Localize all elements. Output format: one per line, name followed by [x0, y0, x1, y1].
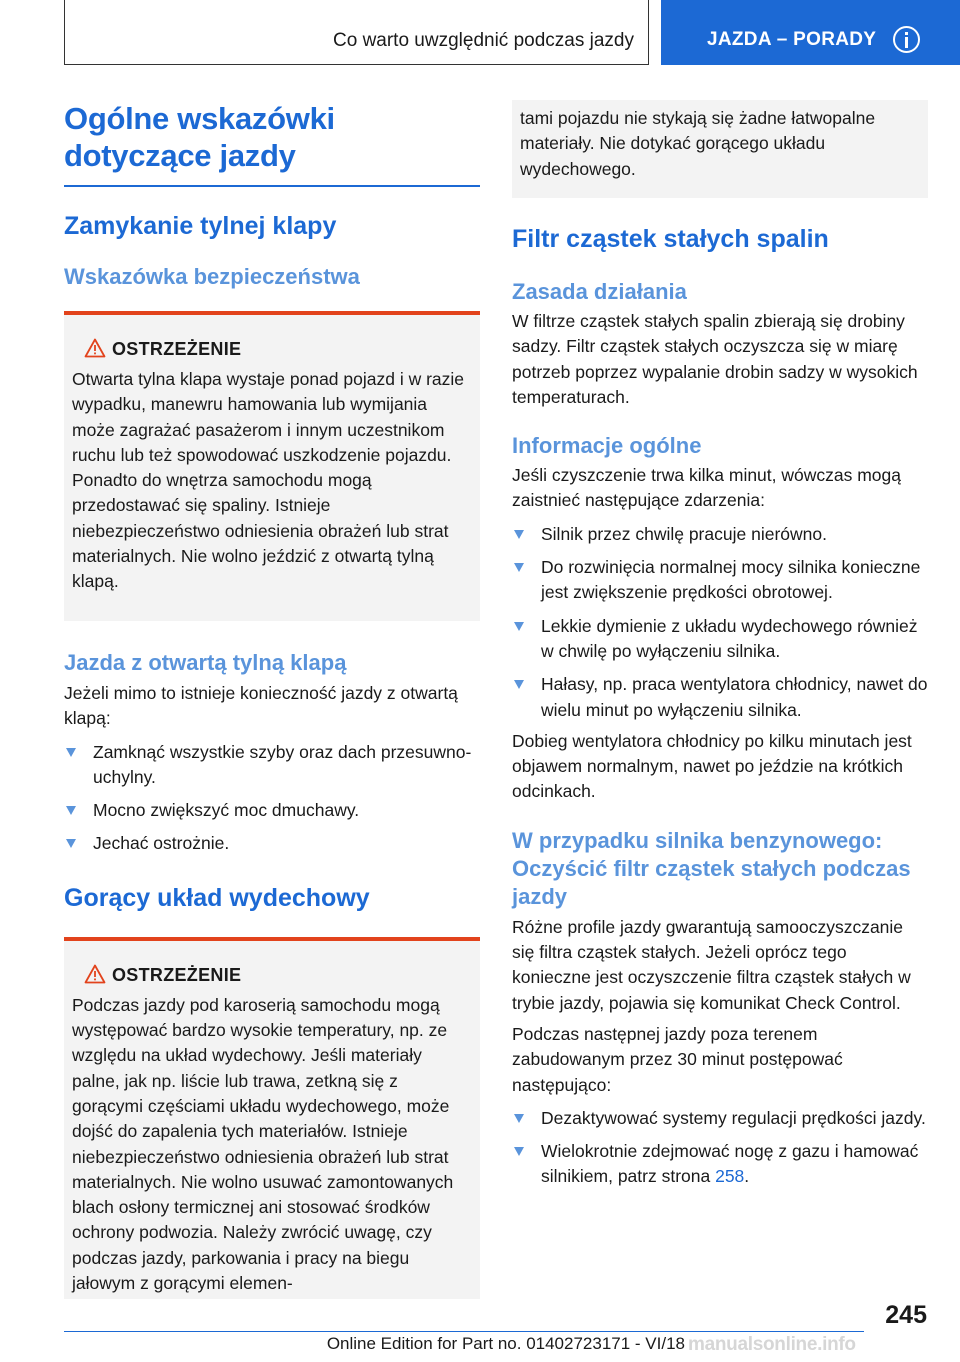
header-chapter-tab[interactable]: [661, 0, 960, 65]
warning-title: [72, 963, 472, 987]
list-item-text: Mocno zwiększyć moc dmuchawy.: [93, 800, 360, 821]
petrol-paragraph-1: Różne profile jazdy gwarantują samooczyszczanie się filtra cząstek stałych. Jeżeli oprócz tego konieczne jest oczyszczenie filtra cząstek stałych w trybie jazdy, pojawia się komunikat Check Control.: [512, 916, 911, 1013]
general-info-intro: Jeśli czyszczenie trwa kilka minut, wówczas mogą zaistnieć następujące zdarzenia:: [512, 465, 902, 511]
principle-text: W filtrze cząstek stałych spalin zbierają się drobiny sadzy. Filtr cząstek stałych oczyszcza się w miarę potrzeb poprzez wypalanie drobin sadzy w wysokich temperaturach.: [512, 311, 918, 407]
bullet-triangle-icon: [66, 839, 76, 848]
page-title-line1: Ogólne wskazówki: [64, 101, 335, 136]
petrol-paragraph-2: Podczas następnej jazdy poza terenem zabudowanym przez 30 minut postępować następująco:: [512, 1023, 843, 1095]
list-item-text: Jechać ostrożnie.: [93, 833, 230, 854]
list-item-text: Zamknąć wszystkie szyby oraz dach przesuwno-uchylny.: [93, 741, 472, 787]
bullet-triangle-icon: [514, 530, 524, 539]
list-item: [512, 555, 928, 606]
list-item: [64, 740, 480, 791]
warning-triangle-icon: [84, 964, 106, 984]
header-tab-label: JAZDA – PORADY: [707, 29, 877, 50]
footer-watermark: manualsonline.info: [688, 1334, 856, 1355]
safety-note-heading: Wskazówka bezpieczeństwa: [64, 264, 360, 289]
list-item: [512, 1139, 928, 1190]
principle-heading: Zasada działania: [512, 279, 687, 304]
general-info-heading: Informacje ogólne: [512, 433, 702, 459]
right-column: [512, 100, 928, 1190]
list-item: [512, 522, 928, 547]
warning-title-text: OSTRZEŻENIE: [112, 339, 242, 359]
bullet-triangle-icon: [66, 748, 76, 757]
list-item-text: Hałasy, np. praca wentylatora chłodnicy, nawet do wielu minut po wyłączeniu silnika.: [541, 674, 928, 720]
list-item-text: Dezaktywować systemy regulacji prędkości jazdy.: [541, 1107, 926, 1128]
warning-box-exhaust: [64, 937, 480, 1299]
footer-divider: [64, 1331, 864, 1332]
list-item: [64, 831, 480, 856]
warning-title-text: OSTRZEŻENIE: [112, 964, 242, 985]
title-divider: [64, 185, 480, 187]
list-item-text: Do rozwinięcia normalnej mocy silnika konieczne jest zwiększenie prędkości obrotowej.: [541, 557, 921, 603]
petrol-engine-heading: W przypadku silnika benzynowego: Oczyścić filtr cząstek stałych podczas jazdy: [512, 827, 911, 909]
page-number: 245: [885, 1301, 927, 1329]
open-tailgate-intro: Jeżeli mimo to istnieje konieczność jazdy z otwartą klapą:: [64, 683, 458, 729]
open-tailgate-heading: Jazda z otwartą tylną klapą: [64, 650, 347, 675]
bullet-triangle-icon: [514, 680, 524, 689]
bullet-triangle-icon: [514, 563, 524, 572]
header-section-title: Co warto uwzględnić podczas jazdy: [333, 30, 634, 51]
list-item: [512, 614, 928, 665]
left-column: [64, 100, 480, 1299]
warning-text-tailgate: Otwarta tylna klapa wystaje ponad pojazd i w razie wypadku, manewru hamowania lub wymijania może zagrażać pasażerom i innym uczestnikom ruchu lub też spowodować uszkodzenie pojazdu. Ponadto do wnętrza samochodu mogą przedostawać się spaliny. Istnieje niebezpieczeństwo odniesienia obrażeń lub strat materialnych. Nie wolno jeździć z otwartą tylną klapą.: [72, 369, 465, 592]
list-item-text: Lekkie dymienie z układu wydechowego również w chwilę po wyłączeniu silnika.: [541, 615, 918, 661]
general-info-list: [512, 522, 928, 723]
open-tailgate-list: [64, 740, 480, 857]
tailgate-heading: Zamykanie tylnej klapy: [64, 212, 337, 240]
warning-title: [72, 337, 472, 361]
info-icon: [893, 26, 920, 53]
page-title-line2: dotyczące jazdy: [64, 138, 296, 173]
bullet-triangle-icon: [66, 806, 76, 815]
page-reference-link[interactable]: 258: [715, 1166, 745, 1187]
page-title: [64, 100, 480, 174]
bullet-triangle-icon: [514, 1147, 524, 1156]
list-item-text: Wielokrotnie zdejmować nogę z gazu i hamować silnikiem, patrz strona: [541, 1141, 919, 1187]
particle-filter-heading: Filtr cząstek stałych spalin: [512, 225, 829, 253]
list-item-punctuation: .: [744, 1166, 750, 1187]
list-item: [512, 672, 928, 723]
bullet-triangle-icon: [514, 622, 524, 631]
hot-exhaust-heading: Gorący układ wydechowy: [64, 883, 370, 912]
warning-text-exhaust-continued: tami pojazdu nie stykają się żadne łatwopalne materiały. Nie dotykać gorącego układu wydechowego.: [520, 108, 876, 179]
list-item-text: Silnik przez chwilę pracuje nierówno.: [541, 523, 827, 544]
general-info-outro: Dobieg wentylatora chłodnicy po kilku minutach jest objawem normalnym, nawet po jeździe na krótkich odcinkach.: [512, 730, 912, 802]
warning-box-tailgate: [64, 311, 480, 621]
footer-edition-text: Online Edition for Part no. 01402723171 - VI/18: [326, 1334, 685, 1353]
warning-triangle-icon: [84, 338, 106, 358]
warning-text-exhaust: Podczas jazdy pod karoserią samochodu mogą występować bardzo wysokie temperatury, np. ze względu na układ wydechowy. Jeśli materiały palne, jak np. liście lub trawa, zetkną się z gorącymi częściami układu wydechowego, może dojść do zapalenia tych materiałów. Istnieje niebezpieczeństwo odniesienia obrażeń lub strat materialnych. Nie wolno usuwać zamontowanych blach osłony termicznej ani stosować środków ochrony podwozia. Należy zwrócić uwagę, czy podczas jazdy, parkowania i pracy na biegu jałowym z gorącymi elemen-: [72, 994, 454, 1294]
warning-box-exhaust-continued: [512, 100, 928, 198]
list-item: [512, 1106, 928, 1131]
bullet-triangle-icon: [514, 1114, 524, 1123]
header-section-box: [64, 0, 649, 65]
petrol-steps-list: [512, 1106, 928, 1190]
list-item: [64, 798, 480, 823]
